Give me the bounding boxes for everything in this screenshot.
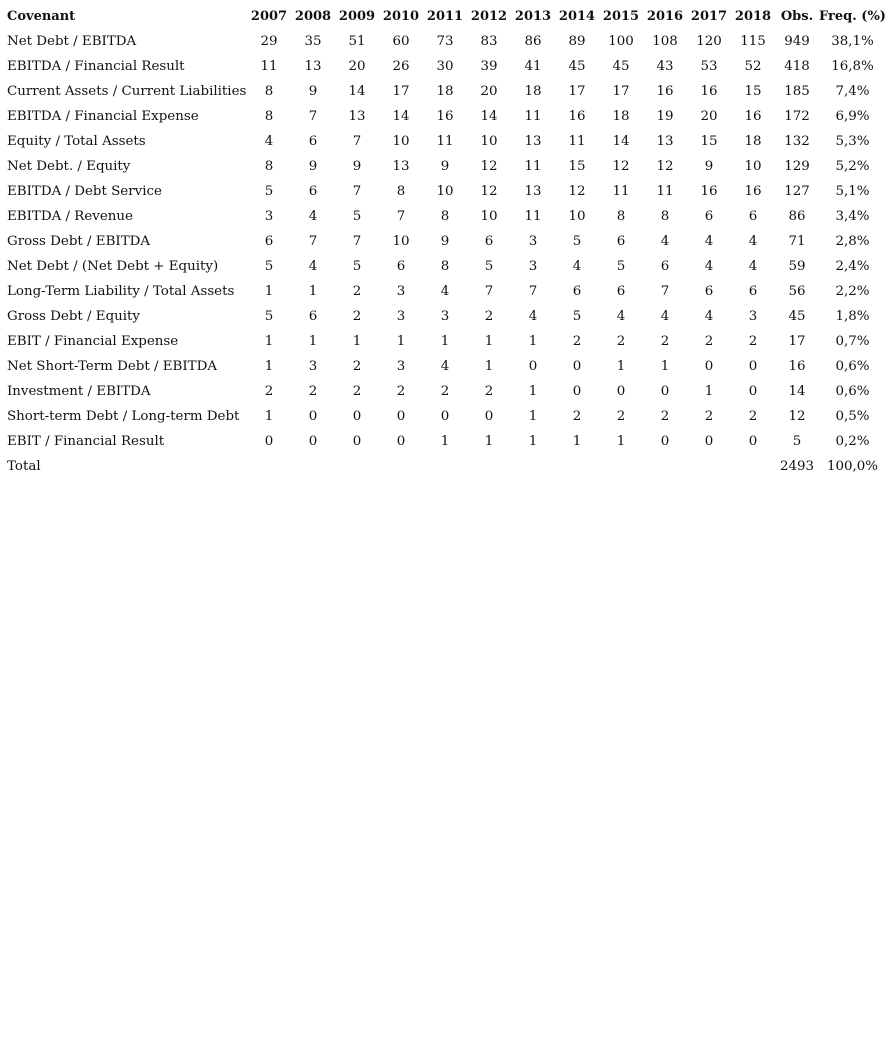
year-count-cell: 5	[264, 259, 274, 274]
year-count-cell: 6	[616, 284, 626, 299]
year-count-cell: 2	[264, 384, 274, 399]
covenant-name: Net Debt. / Equity	[7, 159, 131, 174]
freq-cell: 0,6%	[835, 359, 870, 374]
year-count-cell: 7	[660, 284, 670, 299]
table-row	[4, 429, 886, 454]
year-count-cell: 2	[660, 334, 670, 349]
year-count-cell: 89	[568, 34, 586, 49]
covenant-name: EBITDA / Financial Expense	[7, 109, 199, 124]
year-count-cell: 10	[568, 209, 586, 224]
year-count-cell: 7	[484, 284, 494, 299]
year-count-cell: 1	[484, 359, 494, 374]
table-row	[4, 304, 886, 329]
year-count-cell: 0	[748, 384, 758, 399]
year-count-cell: 2	[484, 384, 494, 399]
year-count-cell: 10	[392, 134, 410, 149]
year-count-cell: 13	[656, 134, 674, 149]
year-count-cell: 9	[352, 159, 362, 174]
year-count-cell: 15	[568, 159, 586, 174]
year-count-cell: 0	[484, 409, 494, 424]
year-count-cell: 10	[744, 159, 762, 174]
year-count-cell: 1	[484, 334, 494, 349]
year-count-cell: 100	[608, 34, 634, 49]
year-count-cell: 0	[440, 409, 450, 424]
freq-cell: 0,5%	[835, 409, 870, 424]
year-count-cell: 4	[704, 309, 714, 324]
year-count-cell: 6	[396, 259, 406, 274]
year-count-cell: 1	[352, 334, 362, 349]
year-count-cell: 0	[352, 409, 362, 424]
freq-cell: 1,8%	[835, 309, 870, 324]
year-count-cell: 1	[264, 284, 274, 299]
year-count-cell: 43	[656, 59, 674, 74]
year-count-cell: 3	[264, 209, 274, 224]
year-count-cell: 4	[704, 234, 714, 249]
table-row	[4, 229, 886, 254]
year-count-cell: 3	[528, 259, 538, 274]
year-count-cell: 0	[572, 359, 582, 374]
year-count-cell: 4	[308, 209, 318, 224]
obs-cell: 14	[788, 384, 806, 399]
year-count-cell: 0	[704, 434, 714, 449]
year-count-cell: 0	[660, 434, 670, 449]
year-count-cell: 11	[436, 134, 454, 149]
year-count-cell: 45	[568, 59, 586, 74]
table-row	[4, 204, 886, 229]
header-row	[4, 4, 886, 29]
year-count-cell: 3	[396, 309, 406, 324]
year-count-cell: 45	[612, 59, 630, 74]
freq-cell: 5,1%	[835, 184, 870, 199]
covenant-name: Investment / EBITDA	[7, 384, 151, 399]
year-count-cell: 0	[748, 434, 758, 449]
year-count-cell: 4	[704, 259, 714, 274]
year-count-cell: 16	[568, 109, 586, 124]
covenant-name: Short-term Debt / Long-term Debt	[7, 409, 240, 424]
year-count-cell: 20	[700, 109, 718, 124]
table-row	[4, 79, 886, 104]
table-row	[4, 154, 886, 179]
total-obs: 2493	[779, 459, 815, 474]
table-row	[4, 129, 886, 154]
year-count-cell: 7	[396, 209, 406, 224]
year-count-cell: 26	[392, 59, 410, 74]
year-count-cell: 20	[480, 84, 498, 99]
header-cell: Obs.	[780, 9, 814, 24]
year-count-cell: 39	[480, 59, 498, 74]
year-count-cell: 4	[440, 284, 450, 299]
year-count-cell: 6	[660, 259, 670, 274]
year-count-cell: 0	[572, 384, 582, 399]
year-count-cell: 11	[524, 159, 542, 174]
year-count-cell: 13	[304, 59, 322, 74]
header-cell: 2014	[558, 9, 596, 24]
year-count-cell: 120	[696, 34, 722, 49]
year-count-cell: 6	[616, 234, 626, 249]
header-cell: 2016	[646, 9, 684, 24]
covenant-name: EBITDA / Financial Result	[7, 59, 185, 74]
header-cell: 2015	[602, 9, 640, 24]
year-count-cell: 6	[308, 309, 318, 324]
year-count-cell: 0	[264, 434, 274, 449]
year-count-cell: 0	[352, 434, 362, 449]
year-count-cell: 16	[700, 184, 718, 199]
covenant-name: Equity / Total Assets	[7, 134, 146, 149]
obs-cell: 949	[784, 34, 810, 49]
year-count-cell: 13	[524, 134, 542, 149]
obs-cell: 5	[792, 434, 802, 449]
table-row	[4, 254, 886, 279]
header-cell: 2009	[338, 9, 376, 24]
year-count-cell: 2	[484, 309, 494, 324]
year-count-cell: 51	[348, 34, 366, 49]
year-count-cell: 8	[264, 84, 274, 99]
year-count-cell: 6	[704, 209, 714, 224]
freq-cell: 5,3%	[835, 134, 870, 149]
year-count-cell: 0	[616, 384, 626, 399]
year-count-cell: 16	[656, 84, 674, 99]
table-row	[4, 379, 886, 404]
freq-cell: 2,8%	[835, 234, 870, 249]
header-cell: 2010	[382, 9, 420, 24]
freq-cell: 6,9%	[835, 109, 870, 124]
obs-cell: 45	[788, 309, 806, 324]
year-count-cell: 29	[260, 34, 278, 49]
freq-cell: 38,1%	[831, 34, 874, 49]
year-count-cell: 7	[308, 234, 318, 249]
freq-cell: 2,4%	[835, 259, 870, 274]
year-count-cell: 1	[308, 284, 318, 299]
year-count-cell: 1	[528, 384, 538, 399]
header-cell: 2013	[514, 9, 552, 24]
year-count-cell: 5	[352, 209, 362, 224]
year-count-cell: 1	[484, 434, 494, 449]
year-count-cell: 2	[704, 334, 714, 349]
total-row	[4, 454, 886, 479]
year-count-cell: 1	[528, 334, 538, 349]
year-count-cell: 30	[436, 59, 454, 74]
year-count-cell: 7	[308, 109, 318, 124]
year-count-cell: 35	[304, 34, 322, 49]
year-count-cell: 17	[568, 84, 586, 99]
year-count-cell: 8	[264, 109, 274, 124]
header-cell: 2012	[470, 9, 508, 24]
year-count-cell: 2	[396, 384, 406, 399]
year-count-cell: 14	[480, 109, 498, 124]
covenant-name: EBIT / Financial Expense	[7, 334, 179, 349]
year-count-cell: 2	[616, 334, 626, 349]
year-count-cell: 2	[352, 284, 362, 299]
year-count-cell: 11	[568, 134, 586, 149]
year-count-cell: 12	[612, 159, 630, 174]
year-count-cell: 2	[616, 409, 626, 424]
year-count-cell: 0	[528, 359, 538, 374]
table-row	[4, 404, 886, 429]
obs-cell: 71	[788, 234, 806, 249]
year-count-cell: 6	[308, 184, 318, 199]
year-count-cell: 16	[744, 184, 762, 199]
year-count-cell: 18	[436, 84, 454, 99]
freq-cell: 0,7%	[835, 334, 870, 349]
year-count-cell: 8	[396, 184, 406, 199]
total-freq: 100,0%	[826, 459, 879, 474]
table-row	[4, 354, 886, 379]
table-row	[4, 179, 886, 204]
year-count-cell: 19	[656, 109, 674, 124]
obs-cell: 12	[788, 409, 806, 424]
year-count-cell: 11	[524, 209, 542, 224]
table-row	[4, 329, 886, 354]
year-count-cell: 4	[748, 259, 758, 274]
year-count-cell: 1	[572, 434, 582, 449]
year-count-cell: 16	[700, 84, 718, 99]
year-count-cell: 5	[264, 309, 274, 324]
header-cell: 2018	[734, 9, 772, 24]
year-count-cell: 1	[264, 409, 274, 424]
header-cell: 2008	[294, 9, 332, 24]
covenant-name: Gross Debt / Equity	[7, 309, 140, 324]
year-count-cell: 13	[392, 159, 410, 174]
year-count-cell: 4	[660, 309, 670, 324]
year-count-cell: 86	[524, 34, 542, 49]
covenant-name: Long-Term Liability / Total Assets	[7, 284, 235, 299]
year-count-cell: 2	[704, 409, 714, 424]
year-count-cell: 11	[612, 184, 630, 199]
year-count-cell: 60	[392, 34, 410, 49]
obs-cell: 418	[784, 59, 810, 74]
year-count-cell: 6	[748, 209, 758, 224]
year-count-cell: 2	[440, 384, 450, 399]
year-count-cell: 2	[308, 384, 318, 399]
total-label: Total	[7, 459, 41, 474]
covenant-name: Current Assets / Current Liabilities	[7, 84, 247, 99]
year-count-cell: 0	[396, 434, 406, 449]
year-count-cell: 6	[484, 234, 494, 249]
year-count-cell: 18	[524, 84, 542, 99]
year-count-cell: 12	[480, 184, 498, 199]
year-count-cell: 4	[264, 134, 274, 149]
year-count-cell: 11	[260, 59, 278, 74]
year-count-cell: 5	[484, 259, 494, 274]
year-count-cell: 1	[704, 384, 714, 399]
year-count-cell: 5	[352, 259, 362, 274]
covenant-frequency-table	[4, 4, 886, 479]
year-count-cell: 5	[616, 259, 626, 274]
year-count-cell: 14	[392, 109, 410, 124]
year-count-cell: 15	[744, 84, 762, 99]
year-count-cell: 3	[748, 309, 758, 324]
year-count-cell: 1	[440, 434, 450, 449]
year-count-cell: 17	[612, 84, 630, 99]
table-header	[4, 4, 886, 29]
year-count-cell: 0	[396, 409, 406, 424]
year-count-cell: 2	[748, 409, 758, 424]
year-count-cell: 5	[572, 234, 582, 249]
header-covenant: Covenant	[7, 9, 76, 24]
year-count-cell: 9	[440, 234, 450, 249]
year-count-cell: 7	[352, 234, 362, 249]
year-count-cell: 3	[440, 309, 450, 324]
freq-cell: 16,8%	[831, 59, 874, 74]
table-row	[4, 54, 886, 79]
freq-cell: 0,6%	[835, 384, 870, 399]
year-count-cell: 41	[524, 59, 542, 74]
year-count-cell: 2	[352, 359, 362, 374]
year-count-cell: 6	[748, 284, 758, 299]
year-count-cell: 2	[572, 334, 582, 349]
year-count-cell: 10	[480, 134, 498, 149]
year-count-cell: 7	[352, 184, 362, 199]
year-count-cell: 4	[440, 359, 450, 374]
header-cell: 2011	[426, 9, 464, 24]
year-count-cell: 14	[348, 84, 366, 99]
year-count-cell: 9	[440, 159, 450, 174]
covenant-name: EBITDA / Debt Service	[7, 184, 162, 199]
year-count-cell: 18	[612, 109, 630, 124]
year-count-cell: 13	[348, 109, 366, 124]
year-count-cell: 1	[616, 359, 626, 374]
year-count-cell: 2	[352, 384, 362, 399]
covenant-name: EBIT / Financial Result	[7, 434, 165, 449]
obs-cell: 129	[784, 159, 810, 174]
year-count-cell: 73	[436, 34, 454, 49]
year-count-cell: 1	[528, 409, 538, 424]
year-count-cell: 8	[440, 209, 450, 224]
freq-cell: 5,2%	[835, 159, 870, 174]
year-count-cell: 13	[524, 184, 542, 199]
year-count-cell: 10	[480, 209, 498, 224]
year-count-cell: 1	[308, 334, 318, 349]
year-count-cell: 0	[748, 359, 758, 374]
header-cell: Freq. (%)	[819, 9, 886, 24]
table-footer	[4, 454, 886, 479]
year-count-cell: 3	[528, 234, 538, 249]
year-count-cell: 1	[264, 359, 274, 374]
year-count-cell: 7	[528, 284, 538, 299]
year-count-cell: 16	[744, 109, 762, 124]
covenant-name: Net Short-Term Debt / EBITDA	[7, 359, 218, 374]
table-row	[4, 279, 886, 304]
year-count-cell: 4	[748, 234, 758, 249]
obs-cell: 59	[788, 259, 806, 274]
freq-cell: 2,2%	[835, 284, 870, 299]
freq-cell: 7,4%	[835, 84, 870, 99]
year-count-cell: 8	[440, 259, 450, 274]
year-count-cell: 18	[744, 134, 762, 149]
year-count-cell: 1	[528, 434, 538, 449]
year-count-cell: 0	[704, 359, 714, 374]
year-count-cell: 10	[392, 234, 410, 249]
obs-cell: 56	[788, 284, 806, 299]
year-count-cell: 11	[524, 109, 542, 124]
header-cell: 2017	[690, 9, 728, 24]
obs-cell: 127	[784, 184, 810, 199]
freq-cell: 3,4%	[835, 209, 870, 224]
year-count-cell: 8	[264, 159, 274, 174]
year-count-cell: 4	[572, 259, 582, 274]
year-count-cell: 1	[616, 434, 626, 449]
year-count-cell: 3	[396, 359, 406, 374]
year-count-cell: 12	[480, 159, 498, 174]
header-cell: 2007	[250, 9, 288, 24]
table-row	[4, 104, 886, 129]
obs-cell: 86	[788, 209, 806, 224]
year-count-cell: 17	[392, 84, 410, 99]
year-count-cell: 6	[572, 284, 582, 299]
table-row	[4, 29, 886, 54]
obs-cell: 17	[788, 334, 806, 349]
year-count-cell: 3	[308, 359, 318, 374]
year-count-cell: 83	[480, 34, 498, 49]
year-count-cell: 5	[572, 309, 582, 324]
year-count-cell: 8	[616, 209, 626, 224]
covenant-name: Net Debt / EBITDA	[7, 34, 137, 49]
year-count-cell: 1	[660, 359, 670, 374]
covenant-name: EBITDA / Revenue	[7, 209, 133, 224]
year-count-cell: 108	[652, 34, 678, 49]
covenant-name: Gross Debt / EBITDA	[7, 234, 151, 249]
year-count-cell: 1	[396, 334, 406, 349]
year-count-cell: 4	[660, 234, 670, 249]
year-count-cell: 2	[352, 309, 362, 324]
year-count-cell: 12	[568, 184, 586, 199]
year-count-cell: 1	[440, 334, 450, 349]
table-body	[4, 29, 886, 454]
covenant-name: Net Debt / (Net Debt + Equity)	[7, 259, 219, 274]
year-count-cell: 0	[660, 384, 670, 399]
year-count-cell: 6	[704, 284, 714, 299]
year-count-cell: 14	[612, 134, 630, 149]
year-count-cell: 1	[264, 334, 274, 349]
obs-cell: 16	[788, 359, 806, 374]
year-count-cell: 6	[308, 134, 318, 149]
year-count-cell: 20	[348, 59, 366, 74]
year-count-cell: 9	[704, 159, 714, 174]
year-count-cell: 5	[264, 184, 274, 199]
year-count-cell: 2	[660, 409, 670, 424]
year-count-cell: 8	[660, 209, 670, 224]
year-count-cell: 4	[616, 309, 626, 324]
year-count-cell: 9	[308, 159, 318, 174]
year-count-cell: 16	[436, 109, 454, 124]
year-count-cell: 9	[308, 84, 318, 99]
obs-cell: 132	[784, 134, 810, 149]
year-count-cell: 0	[308, 434, 318, 449]
year-count-cell: 15	[700, 134, 718, 149]
year-count-cell: 3	[396, 284, 406, 299]
year-count-cell: 11	[656, 184, 674, 199]
obs-cell: 185	[784, 84, 810, 99]
year-count-cell: 53	[700, 59, 718, 74]
year-count-cell: 52	[744, 59, 762, 74]
year-count-cell: 2	[572, 409, 582, 424]
year-count-cell: 115	[740, 34, 766, 49]
freq-cell: 0,2%	[835, 434, 870, 449]
year-count-cell: 6	[264, 234, 274, 249]
year-count-cell: 4	[528, 309, 538, 324]
year-count-cell: 12	[656, 159, 674, 174]
obs-cell: 172	[784, 109, 810, 124]
year-count-cell: 0	[308, 409, 318, 424]
year-count-cell: 4	[308, 259, 318, 274]
year-count-cell: 7	[352, 134, 362, 149]
year-count-cell: 10	[436, 184, 454, 199]
year-count-cell: 2	[748, 334, 758, 349]
